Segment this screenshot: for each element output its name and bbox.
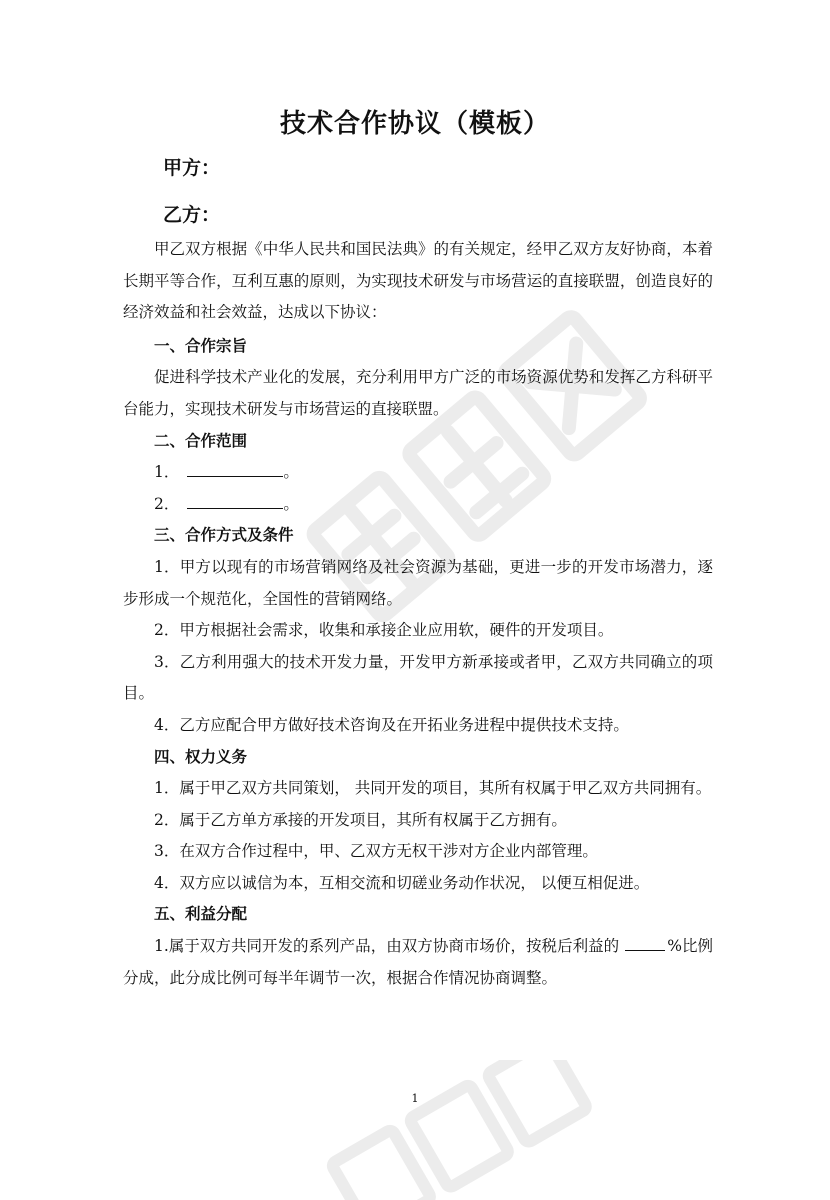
profit-clause-1 xyxy=(123,931,713,994)
scope-item-1-end: 。 xyxy=(283,463,299,482)
intro-paragraph: 甲乙双方根据《中华人民共和国民法典》的有关规定，经甲乙双方友好协商，本着长期平等合作，互利互惠的原则，为实现技术研发与市场营运的直接联盟，创造良好的经济效益和社会效益，达成以下协议： xyxy=(123,240,713,322)
rights-clause-2: 2．属于乙方单方承接的开发项目，其所有权属于乙方拥有。 xyxy=(154,810,567,829)
party-b-label: 乙方： xyxy=(163,204,221,226)
profit-clause-1-start: 1.属于双方共同开发的系列产品，由双方协商市场价，按税后利益的 xyxy=(154,937,620,956)
scope-item-1-number: 1． xyxy=(154,463,180,482)
method-clause-3: 3．乙方利用强大的技术开发力量，开发甲方新承接或者甲，乙双方共同确立的项目。 xyxy=(123,652,713,703)
section-heading-rights: 四、权力义务 xyxy=(154,747,248,766)
scope-item-2 xyxy=(123,489,713,521)
section-heading-purpose: 一、合作宗旨 xyxy=(154,336,248,355)
page-number: 1 xyxy=(411,1092,419,1105)
method-clause-4: 4．乙方应配合甲方做好技术咨询及在开拓业务进程中提供技术支持。 xyxy=(154,715,629,734)
section-heading-profit: 五、利益分配 xyxy=(154,905,248,924)
rights-clause-1: 1．属于甲乙双方共同策划， 共同开发的项目，其所有权属于甲乙双方共同拥有。 xyxy=(154,779,712,798)
watermark-bottom xyxy=(300,1060,600,1200)
section-heading-scope: 二、合作范围 xyxy=(154,431,248,450)
profit-percent-unit: % xyxy=(667,937,682,956)
scope-item-2-number: 2． xyxy=(154,494,180,513)
scope-item-2-blank[interactable] xyxy=(187,496,283,509)
party-a-label: 甲方： xyxy=(163,157,221,179)
section-text-purpose: 促进科学技术产业化的发展，充分利用甲方广泛的市场资源优势和发挥乙方科研平台能力，实现技术研发与市场营运的直接联盟。 xyxy=(123,368,713,418)
section-heading-method: 三、合作方式及条件 xyxy=(154,526,294,545)
method-clause-2: 2．甲方根据社会需求，收集和承接企业应用软，硬件的开发项目。 xyxy=(154,621,614,640)
scope-item-2-end: 。 xyxy=(283,494,299,513)
rights-clause-4: 4．双方应以诚信为本，互相交流和切磋业务动作状况， 以便互相促进。 xyxy=(154,873,650,892)
scope-item-1-blank[interactable] xyxy=(187,464,283,477)
profit-clause-1-rest: 比例分成，此分成比例可每半年调节一次，根据合作情况协商调整。 xyxy=(123,937,713,987)
scope-item-1 xyxy=(123,457,713,489)
method-clause-1: 1．甲方以现有的市场营销网络及社会资源为基础，更进一步的开发市场潜力，逐步形成一个规范化，全国性的营销网络。 xyxy=(123,557,713,608)
rights-clause-3: 3．在双方合作过程中，甲、乙双方无权干涉对方企业内部管理。 xyxy=(154,842,598,861)
document-title: 技术合作协议（模板） xyxy=(279,109,550,139)
document-body xyxy=(123,234,713,994)
profit-percent-blank[interactable] xyxy=(625,938,665,951)
